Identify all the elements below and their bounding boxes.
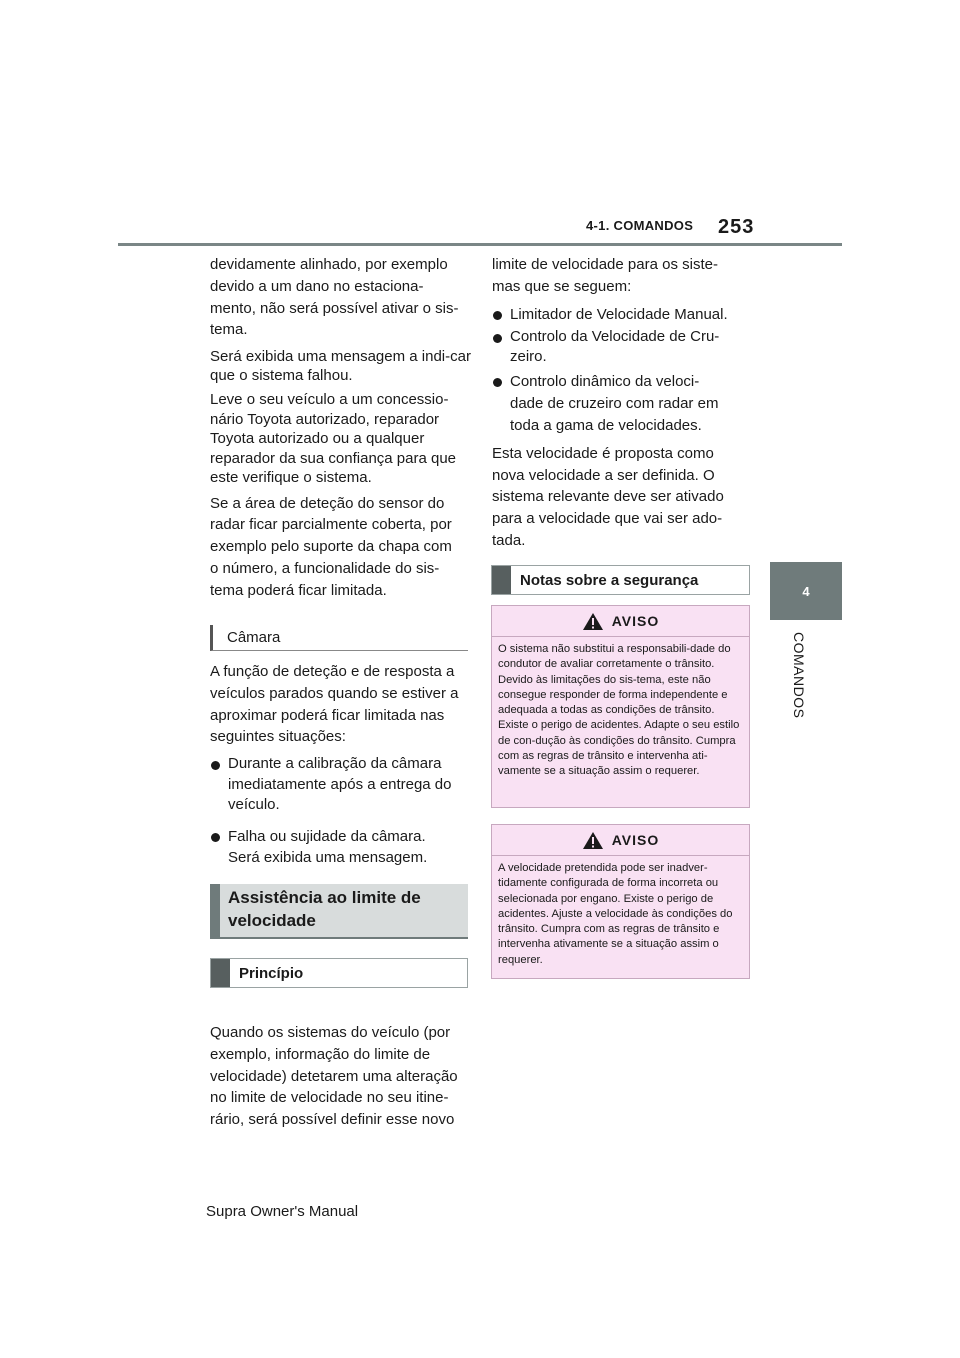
warning-title: AVISO [611,832,660,848]
camera-heading: Câmara [210,625,468,651]
list-item-cruise-control: Controlo da Velocidade de Cru-zeiro. [492,327,754,367]
safety-notes-heading: Notas sobre a segurança [491,565,750,595]
radar-paragraph: Se a área de deteção do sensor do radar ficar parcialmente coberta, por exemplo pelo suporte da chapa com o número, a funcionalidade do sis- tema poderá ficar limitada. [210,494,452,599]
warning-header [492,606,749,637]
chapter-label: COMANDOS [791,632,807,719]
principle-paragraph: Quando os sistemas do veículo (por exemplo, informação do limite de velocidade) detetarem uma alteração no limite de velocidade no seu itine- rário, será possível definir esse novo [210,1024,458,1129]
principle-heading: Princípio [210,958,468,988]
camera-section [210,661,472,869]
warning-box-2 [491,824,750,979]
fault-message: Será exibida uma mensagem. [228,849,428,867]
left-column [210,254,472,602]
list-item-fault: Falha ou sujidade da câmara. [210,826,472,848]
right-column [492,254,754,552]
list-item-manual-limiter: Limitador de Velocidade Manual. [492,304,754,326]
chapter-number: 4 [802,583,810,599]
page-number: 253 [718,216,755,238]
heading-marker [211,959,230,987]
warning-header [492,825,749,856]
warning-text: O sistema não substitui a responsabili-dade do condutor de avaliar corretamente o trânsito. Devido às limitações do sis-tema, este não consegue responder de forma independente e adequada a todas as condições de trânsito. Existe o perigo de acidentes. Adapte o seu estilo de con-dução às condições do trânsito. Cumpra com as regras de trânsito e intervenha ati-vamente se a situação assim o requerer. [498,643,740,778]
heading-marker [492,566,511,594]
section-title: 4-1. COMANDOS [586,218,694,233]
dealer-paragraph: Leve o seu veículo a um concessio-nário Toyota autorizado, reparador Toyota autorizado ou a qualquer reparador da sua confiança para que este verifique o sistema. [210,391,457,487]
warning-text: A velocidade pretendida pode ser inadver-tidamente configurada de forma incorreta ou selecionada por engano. Existe o perigo de acidentes. Ajuste a velocidade às condições do trânsito. Cumpra com as regras de trânsito e intervenha ativamente se a situação assim o requerer. [498,862,733,966]
section-heading-speed-limit-assist: Assistência ao limite de velocidade [210,884,468,939]
warning-triangle-icon [582,831,604,850]
warning-title: AVISO [611,613,660,629]
continued-paragraph: limite de velocidade para os siste- mas que se seguem: [492,256,718,295]
warning-box-1 [491,605,750,808]
message-paragraph: Será exibida uma mensagem a indi-car que o sistema falhou. [210,348,471,385]
intro-paragraph: devidamente alinhado, por exemplo devido a um dano no estaciona- mento, não será possível ativar o sis- tema. [210,256,459,339]
camera-intro: A função de deteção e de resposta a veículos parados quando se estiver a aproximar poderá ficar limitada nas seguintes situações: [210,663,459,746]
list-item-radar-cruise: Controlo dinâmico da veloci- dade de cruzeiro com radar em toda a gama de velocidades. [492,371,754,436]
warning-triangle-icon [582,612,604,631]
footer-text: Supra Owner's Manual [206,1203,359,1220]
list-item-calibration: Durante a calibração da câmara imediatamente após a entrega do veículo. [210,754,472,816]
header-rule [118,243,842,246]
chapter-tab [770,562,842,620]
proposal-paragraph: Esta velocidade é proposta como nova velocidade a ser definida. O sistema relevante deve ser ativado para a velocidade que vai ser ado- tada. [492,444,724,549]
